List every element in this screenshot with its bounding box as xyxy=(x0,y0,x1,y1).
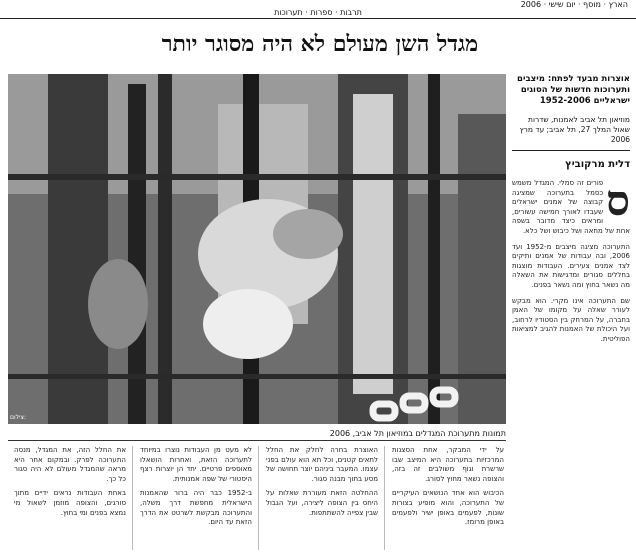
column-paragraph: את החלל הזה, את המגדל, מנסה התערוכה לפרק. ובמקום אחר היא מראה שהמגדל מעולם לא היה סגור כל כך. xyxy=(14,446,126,483)
column-paragraph: הכיבוש הוא אחד הנושאים העיקריים של התערוכה, והוא מופיע בצורות שונות, לפעמים באופן ישיר ולפעמים באופן מרומז. xyxy=(392,489,504,527)
exhibition-info: מוזיאון תל אביב לאמנות, שדרות שאול המלך 27, תל אביב; עד מרץ 2006 xyxy=(512,115,630,151)
photo-caption: תמונות מתערוכת המגדלים במוזיאון תל אביב, 2006 xyxy=(8,428,506,441)
column-paragraph: האוצרת בחרה לחלק את החלל לתאים קטנים, וכל תא הוא עולם בפני עצמו. המעבר ביניהם יוצר תחושה של מסע בתוך מבנה סגור. xyxy=(266,446,378,483)
headline: מגדל השן מעולם לא היה מסוגר יותר xyxy=(161,31,479,57)
sidebar-paragraph: שם התערוכה אינו מקרי. הוא מבקש לעורר שאלה על מקומו של האמן בחברה, על המרחק בין הסטודיו לרחוב, ועל היכולת של האמנות להגיב למציאות הפוליטית. xyxy=(512,296,630,343)
column-divider xyxy=(258,446,259,550)
text-column-4 xyxy=(14,446,126,550)
column-divider xyxy=(132,446,133,550)
sidebar-paragraph: התערוכה מציגה מיצבים מ-1952 ועד 2006, ובה עבודות של אמנים ותיקים לצד אמנים צעירים. העבודות מוצגות בחללים סגורים ומדגישות את השאלה מה נשאר בחוץ ומה נשאר בפנים. xyxy=(512,242,630,289)
sidebar-kicker: אוצרות מבעד לפתח: מיצבים ותערוכות חדשות של הסוגים ישראליים 1952-2006 xyxy=(517,74,630,106)
sidebar-body xyxy=(512,179,630,551)
drop-cap: ס xyxy=(606,179,630,225)
sidebar-paragraph: פורים זה סמלי. המגדל משמש כסמל בתערוכה שמציגה קבוצה של אמנים ישראלים שעבדו לאורך חמישה עשורים, ומראים כיצד מדובר בשפה אחת של מחאה ושל כיבוש ושל כלא. xyxy=(512,179,630,235)
column-divider xyxy=(384,446,385,550)
top-strip-line2: תרבות · ספרות · תערוכות xyxy=(274,8,362,17)
article-photo xyxy=(8,74,506,424)
column-paragraph: ההחלטה הזאת מעוררת שאלות על היחס בין הצופה ליצירה, ועל הגבול שבין צפייה להשתתפות. xyxy=(266,489,378,517)
top-strip-line1: הארץ · מוסף · יום שישי · 2006 xyxy=(520,0,628,9)
text-column-3 xyxy=(140,446,252,550)
photo-illustration xyxy=(8,74,506,424)
top-strip xyxy=(0,0,636,19)
sidebar-column xyxy=(512,74,630,551)
column-paragraph: על ידי המבקר, אחת הסצנות המרכזיות בתערוכה היא המיצב שבו שרשרת וגוף משולבים זה בזה, והצופה נשאר מחוץ לסורג. xyxy=(392,446,504,483)
text-column-1 xyxy=(392,446,504,550)
column-paragraph: לא מעט מן העבודות נוצרו במיוחד לתערוכה הזאת, ואחרות הושאלו מאוספים פרטיים. יחד הן יוצרות רצף היסטורי של שפה אמנותית. xyxy=(140,446,252,483)
text-column-2 xyxy=(266,446,378,550)
bottom-text-columns xyxy=(8,446,506,550)
byline: דלית מרקוביץ xyxy=(565,159,630,170)
photo-credit: צילום: xyxy=(10,414,26,421)
column-paragraph: באחת העבודות נראים ידיים מתוך סורגים, והצופה מוזמן לשאול מי נמצא בפנים ומי בחוץ. xyxy=(14,489,126,517)
column-paragraph: ב-1952 כבר היה ברור שהאמנות הישראלית מחפשת דרך משלה, והתערוכה מבקשת לשרטט את הדרך הזאת עד היום. xyxy=(140,489,252,527)
